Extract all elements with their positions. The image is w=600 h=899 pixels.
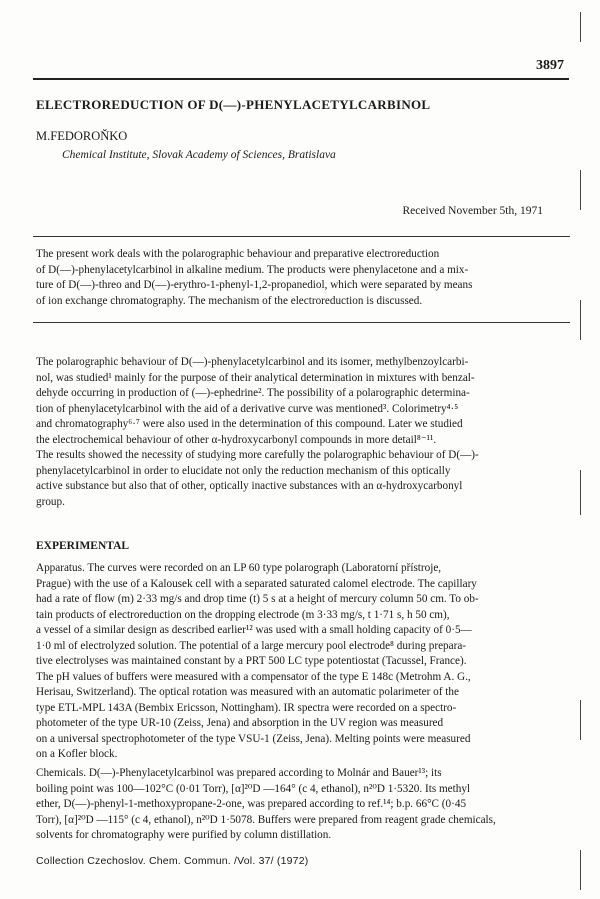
abstract-line: ture of D(—)-threo and D(—)-erythro-1-phenyl-1,2-propanediol, which were separated by means bbox=[36, 279, 473, 291]
affiliation: Chemical Institute, Slovak Academy of Sciences, Bratislava bbox=[62, 149, 336, 161]
apparatus-line: on a universal spectrophotometer of the type VSU-1 (Zeiss, Jena). Melting points were measured bbox=[36, 732, 471, 745]
apparatus-line: type ETL-MPL 143A (Bembix Ericsson, Nottingham). IR spectra were recorded on a spectro- bbox=[36, 701, 457, 714]
section-heading: EXPERIMENTAL bbox=[36, 540, 130, 552]
header-rule bbox=[33, 78, 569, 80]
margin-rule bbox=[580, 470, 581, 515]
abstract-bottom-rule bbox=[33, 322, 570, 323]
intro-line: tion of phenylacetylcarbinol with the aid of a derivative curve was mentioned³. Colorimetry⁴·⁵ bbox=[36, 402, 459, 415]
apparatus-line: tive electrolyses was maintained constant by a PRT 500 LC type potentiostat (Tacussel, France). bbox=[36, 655, 467, 667]
intro-line: and chromatography⁶·⁷ were also used in the determination of this compound. Later we studied bbox=[36, 418, 463, 430]
apparatus-line: tain products of electroreduction on the dropping electrode (m 3·33 mg/s, t 1·71 s, h 50 cm), bbox=[36, 608, 450, 621]
intro-line: the electrochemical behaviour of other α-hydroxycarbonyl compounds in more detail⁸⁻¹¹. bbox=[36, 433, 437, 446]
margin-rule bbox=[580, 170, 581, 210]
received-date: Received November 5th, 1971 bbox=[402, 205, 543, 217]
apparatus-line: on a Kofler block. bbox=[36, 748, 118, 760]
intro-line: nol, was studied¹ mainly for the purpose of their analytical determination in mixtures with benzal- bbox=[36, 371, 475, 384]
chemicals-paragraph bbox=[36, 766, 568, 844]
intro-line: phenylacetylcarbinol in order to elucidate not only the reduction mechanism of this optically bbox=[36, 464, 451, 477]
apparatus-line: 1·0 ml of electrolyzed solution. The potential of a large mercury pool electrode⁸ during prepara- bbox=[36, 639, 467, 652]
margin-rule bbox=[580, 700, 581, 740]
paper-title: ELECTROREDUCTION OF D(—)-PHENYLACETYLCARBINOL bbox=[36, 97, 431, 112]
apparatus-paragraph bbox=[36, 561, 568, 763]
page-number: 3897 bbox=[536, 58, 564, 73]
abstract-top-rule bbox=[33, 236, 570, 237]
intro-line: The polarographic behaviour of D(—)-phenylacetylcarbinol and its isomer, methylbenzoylcarbi- bbox=[36, 356, 469, 368]
margin-rule bbox=[580, 850, 581, 890]
apparatus-line: a vessel of a similar design as described earlier¹² was used with a small holding capacity of 0·5— bbox=[36, 624, 472, 636]
margin-rule bbox=[580, 12, 581, 42]
abstract-line: of ion exchange chromatography. The mechanism of the electroreduction is discussed. bbox=[36, 294, 423, 307]
abstract-line: of D(—)-phenylacetylcarbinol in alkaline medium. The products were phenylacetone and a mix- bbox=[36, 263, 469, 276]
intro-line: dehyde occurring in production of (—)-ephedrine². The possibility of a polarographic determina- bbox=[36, 387, 470, 399]
apparatus-line: had a rate of flow (m) 2·33 mg/s and drop time (t) 5 s at a height of mercury column 50 cm. To ob- bbox=[36, 593, 479, 605]
intro-line: group. bbox=[36, 495, 65, 508]
apparatus-line: Apparatus. The curves were recorded on an LP 60 type polarograph (Laboratorní přístroje, bbox=[36, 562, 442, 574]
chemicals-line: Torr), [α]²⁰D —115° (c 4, ethanol), n²⁰D 1·5078. Buffers were prepared from reagent grade chemicals, bbox=[36, 813, 496, 826]
apparatus-line: The pH values of buffers were measured with a compensator of the type E 148c (Metrohm A. G., bbox=[36, 670, 471, 683]
introduction bbox=[36, 355, 568, 510]
journal-footer: Collection Czechoslov. Chem. Commun. /Vol. 37/ (1972) bbox=[36, 855, 309, 867]
chemicals-line: boiling point was 100—102°C (0·01 Torr), [α]²⁰D —164° (c 4, ethanol), n²⁰D 1·5320. Its methyl bbox=[36, 782, 471, 795]
chemicals-line: ether, D(—)-phenyl-1-methoxypropane-2-one, was prepared according to ref.¹⁴; b.p. 66°C (0·45 bbox=[36, 798, 467, 810]
apparatus-line: photometer of the type UR-10 (Zeiss, Jena) and absorption in the UV region was measured bbox=[36, 717, 444, 729]
abstract bbox=[36, 247, 568, 309]
author: M.FEDOROŇKO bbox=[36, 129, 128, 143]
chemicals-line: Chemicals. D(—)-Phenylacetylcarbinol was prepared according to Molnár and Bauer¹³; its bbox=[36, 767, 442, 779]
intro-line: The results showed the necessity of studying more carefully the polarographic behaviour of D(—)- bbox=[36, 449, 479, 461]
apparatus-line: Herisau, Switzerland). The optical rotation was measured with an automatic polarimeter of the bbox=[36, 686, 459, 698]
abstract-line: The present work deals with the polarographic behaviour and preparative electroreduction bbox=[36, 248, 440, 260]
apparatus-line: Prague) with the use of a Kalousek cell with a separated saturated calomel electrode. The capillary bbox=[36, 577, 477, 590]
chemicals-line: solvents for chromatography were purified by column distillation. bbox=[36, 829, 332, 841]
intro-line: active substance but also that of other, optically inactive substances with an α-hydroxycarbonyl bbox=[36, 480, 463, 492]
margin-rule bbox=[580, 300, 581, 340]
